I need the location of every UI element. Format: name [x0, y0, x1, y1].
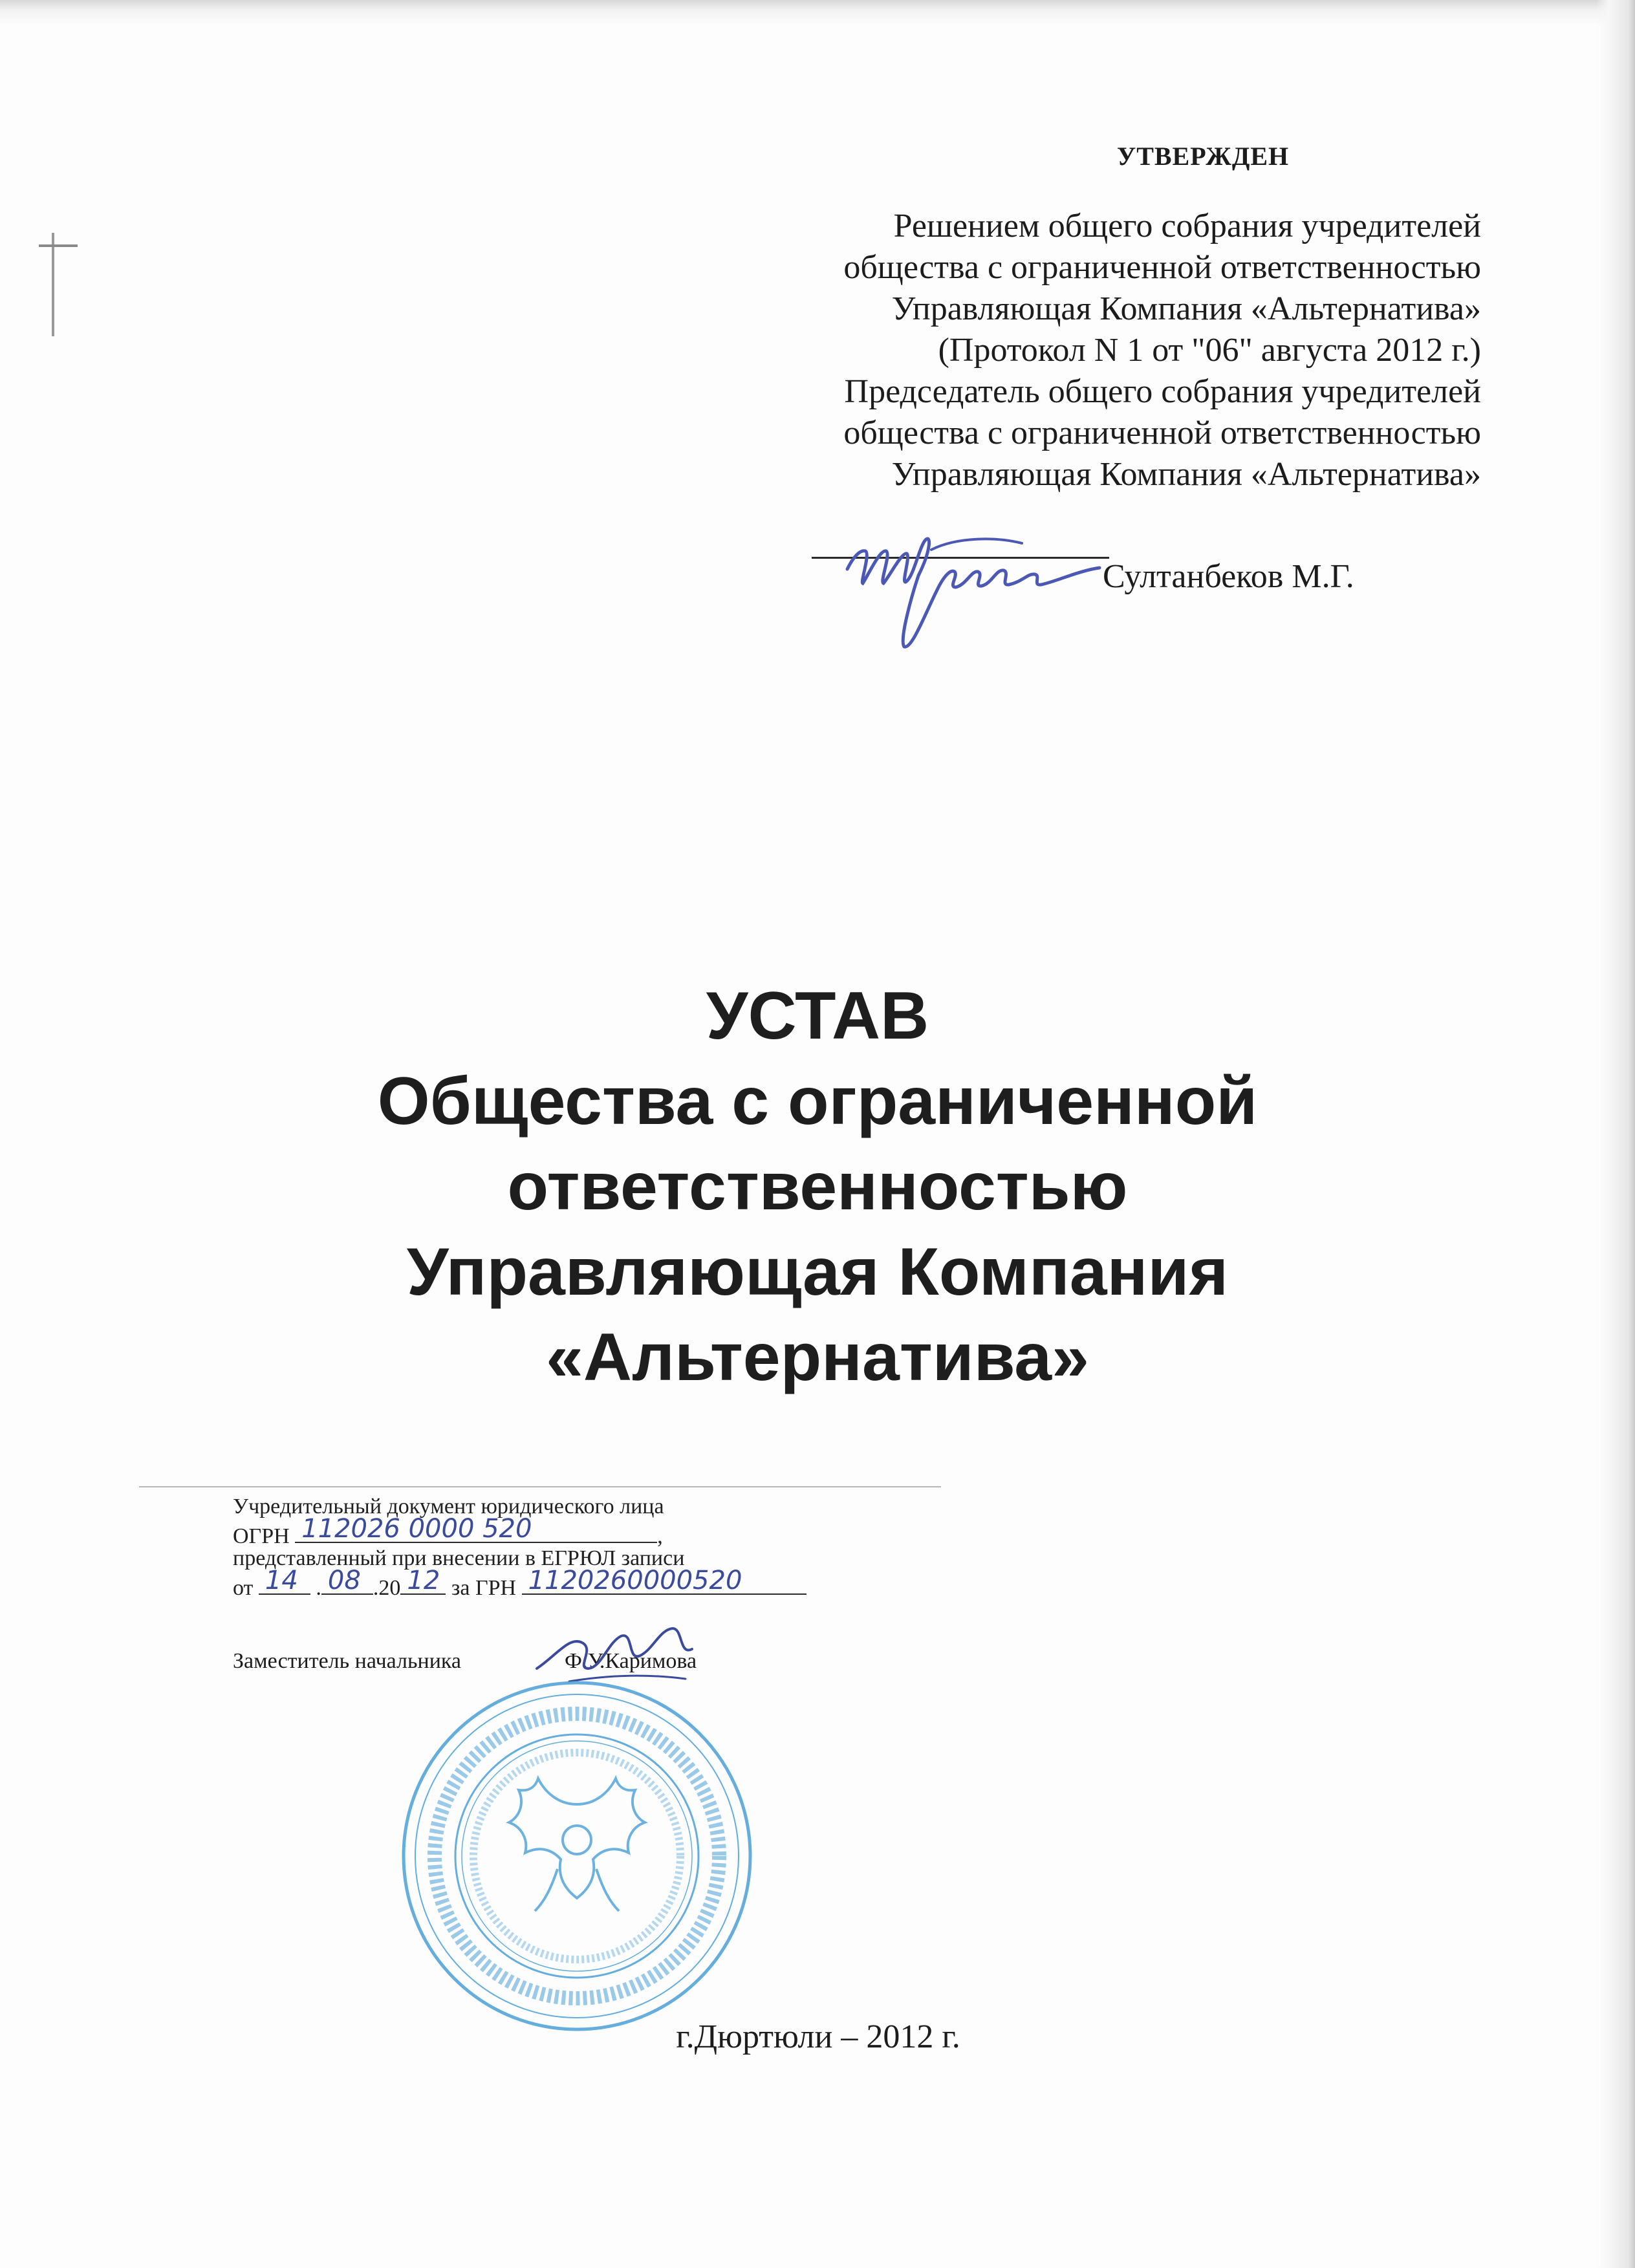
scan-edge-top [0, 0, 1635, 26]
city-year: г.Дюртюли – 2012 г. [676, 2018, 960, 2055]
deputy-name: Ф.У.Каримова [565, 1649, 697, 1673]
approval-line: Председатель общего собрания учредителей [844, 373, 1481, 410]
ogrn-line [233, 1514, 807, 1548]
registration-block [233, 1494, 807, 1600]
chairman-name: Султанбеков М.Г. [1103, 558, 1354, 595]
chairman-signature [834, 511, 1106, 666]
approval-line: общества с ограниченной ответственностью [843, 249, 1481, 286]
registration-line: Учредительный документ юридического лица [233, 1495, 664, 1518]
approval-block [711, 206, 1481, 495]
day-value: 14 [265, 1566, 298, 1595]
title-line: «Альтернатива» [546, 1320, 1089, 1395]
grn-label: за ГРН [451, 1576, 517, 1600]
year-value: 12 [407, 1566, 440, 1595]
approval-line: Решением общего собрания учредителей [893, 208, 1481, 244]
registration-line: представленный при внесении в ЕГРЮЛ записи [233, 1546, 685, 1570]
registration-rule [139, 1486, 941, 1487]
title-line: ответственностью [507, 1149, 1128, 1224]
title-line: Общества с ограниченной [377, 1064, 1258, 1139]
scan-edge-right [1596, 0, 1635, 2268]
year-field [400, 1566, 446, 1595]
grn-value: 1120260000520 [528, 1566, 742, 1595]
scan-mark [39, 244, 78, 247]
ogrn-suffix: , [657, 1524, 663, 1548]
deputy-label: Заместитель начальника [233, 1649, 462, 1673]
approval-line: Управляющая Компания «Альтернатива» [891, 290, 1481, 327]
official-seal-icon [396, 1675, 758, 2037]
scan-mark [52, 233, 54, 336]
title-line: УСТАВ [706, 978, 929, 1053]
year-prefix: .20 [373, 1576, 401, 1600]
approval-line: общества с ограниченной ответственностью [843, 415, 1481, 451]
approval-line: (Протокол N 1 от "06" августа 2012 г.) [938, 332, 1481, 369]
day-field [259, 1566, 310, 1595]
month-field [321, 1566, 373, 1595]
date-prefix: от [233, 1576, 254, 1600]
ogrn-field [295, 1514, 657, 1544]
month-value: 08 [327, 1566, 361, 1595]
date-line: от 14 . 08 .20 12 за ГРН 1120260000520 [233, 1571, 807, 1597]
document-title [171, 973, 1464, 1400]
title-line: Управляющая Компания [406, 1235, 1229, 1310]
approval-line: Управляющая Компания «Альтернатива» [891, 456, 1481, 493]
ogrn-value: 112026 0000 520 [301, 1514, 532, 1544]
grn-field [522, 1566, 807, 1595]
ogrn-label: ОГРН [233, 1524, 290, 1548]
approval-title: УТВЕРЖДЕН [1116, 142, 1290, 171]
